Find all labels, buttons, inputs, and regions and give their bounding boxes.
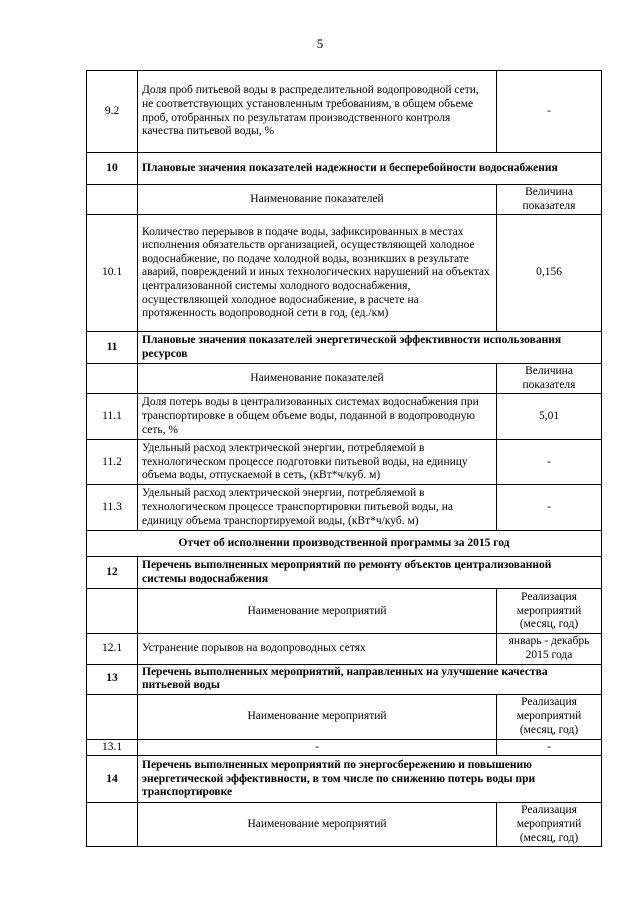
section-title: Перечень выполненных мероприятий по ремонту объектов централизованной системы водоснабжения <box>138 557 602 589</box>
column-header-name: Наименование мероприятий <box>138 589 497 634</box>
empty-cell <box>87 694 138 739</box>
row-number: 9.2 <box>87 71 138 153</box>
measure-period: - <box>497 739 602 756</box>
indicator-value: 5,01 <box>497 394 602 440</box>
table-row <box>87 71 602 153</box>
indicator-text: Удельный расход электрической энергии, потребляемой в технологическом процессе транспортировки питьевой воды, на единицу объема транспортируемой воды, (кВт*ч/куб. м) <box>138 485 497 531</box>
section-title: Плановые значения показателей надежности и бесперебойности водоснабжения <box>138 153 602 185</box>
table-row <box>87 215 602 332</box>
table-row <box>87 485 602 531</box>
column-header-value: Величина показателя <box>497 364 602 394</box>
column-header-value: Реализация мероприятий (месяц, год) <box>497 694 602 739</box>
column-header-name: Наименование показателей <box>138 364 497 394</box>
section-number: 14 <box>87 756 138 803</box>
header-row <box>87 364 602 394</box>
section-row <box>87 664 602 694</box>
indicator-text: Удельный расход электрической энергии, потребляемой в технологическом процессе подготовки питьевой воды, на единицу объема воды, отпускаемой в сеть, (кВт*ч/куб. м) <box>138 440 497 485</box>
section-row <box>87 153 602 185</box>
measure-text: - <box>138 739 497 756</box>
section-row <box>87 332 602 364</box>
row-number: 11.2 <box>87 440 138 485</box>
section-title: Перечень выполненных мероприятий по энергосбережению и повышению энергетической эффективности, в том числе по снижению потерь воды при транспортировке <box>138 756 602 803</box>
indicator-value: - <box>497 485 602 531</box>
empty-cell <box>87 803 138 847</box>
section-number: 13 <box>87 664 138 694</box>
indicator-value: - <box>497 440 602 485</box>
column-header-value: Величина показателя <box>497 185 602 215</box>
measure-text: Устранение порывов на водопроводных сетях <box>138 634 497 664</box>
section-number: 12 <box>87 557 138 589</box>
header-row <box>87 694 602 739</box>
row-number: 10.1 <box>87 215 138 332</box>
column-header-value: Реализация мероприятий (месяц, год) <box>497 803 602 847</box>
section-row <box>87 557 602 589</box>
column-header-name: Наименование мероприятий <box>138 694 497 739</box>
section-row <box>87 756 602 803</box>
section-title: Перечень выполненных мероприятий, направленных на улучшение качества питьевой воды <box>138 664 602 694</box>
table-row <box>87 739 602 756</box>
column-header-name: Наименование показателей <box>138 185 497 215</box>
empty-cell <box>87 185 138 215</box>
report-title: Отчет об исполнении производственной программы за 2015 год <box>87 531 602 557</box>
table-row <box>87 634 602 664</box>
row-number: 11.1 <box>87 394 138 440</box>
column-header-value: Реализация мероприятий (месяц, год) <box>497 589 602 634</box>
table-row <box>87 440 602 485</box>
indicator-text: Доля проб питьевой воды в распределительной водопроводной сети, не соответствующих установленным требованиям, в общем объеме проб, отобранных по результатам производственного контроля качества питьевой воды, % <box>138 71 497 153</box>
empty-cell <box>87 589 138 634</box>
header-row <box>87 589 602 634</box>
indicator-value: - <box>497 71 602 153</box>
empty-cell <box>87 364 138 394</box>
indicator-value: 0,156 <box>497 215 602 332</box>
section-number: 11 <box>87 332 138 364</box>
table-row <box>87 394 602 440</box>
indicator-text: Доля потерь воды в централизованных системах водоснабжения при транспортировке в общем объеме воды, поданной в водопроводную сеть, % <box>138 394 497 440</box>
header-row <box>87 185 602 215</box>
measure-period: январь - декабрь 2015 года <box>497 634 602 664</box>
page-number: 5 <box>316 36 324 51</box>
column-header-name: Наименование мероприятий <box>138 803 497 847</box>
row-number: 11.3 <box>87 485 138 531</box>
row-number: 12.1 <box>87 634 138 664</box>
report-title-row <box>87 531 602 557</box>
indicators-table <box>86 70 602 847</box>
section-number: 10 <box>87 153 138 185</box>
indicator-text: Количество перерывов в подаче воды, зафиксированных в местах исполнения обязательств организацией, осуществляющей холодное водоснабжение, по подаче холодной воды, возникших в результате аварий, повреждений и иных технологических нарушений на объектах централизованной системы холодного водоснабжения, осуществляющей холодное водоснабжение, в расчете на протяженность водопроводной сети в год, (ед./км) <box>138 215 497 332</box>
header-row <box>87 803 602 847</box>
section-title: Плановые значения показателей энергетической эффективности использования ресурсов <box>138 332 602 364</box>
row-number: 13.1 <box>87 739 138 756</box>
